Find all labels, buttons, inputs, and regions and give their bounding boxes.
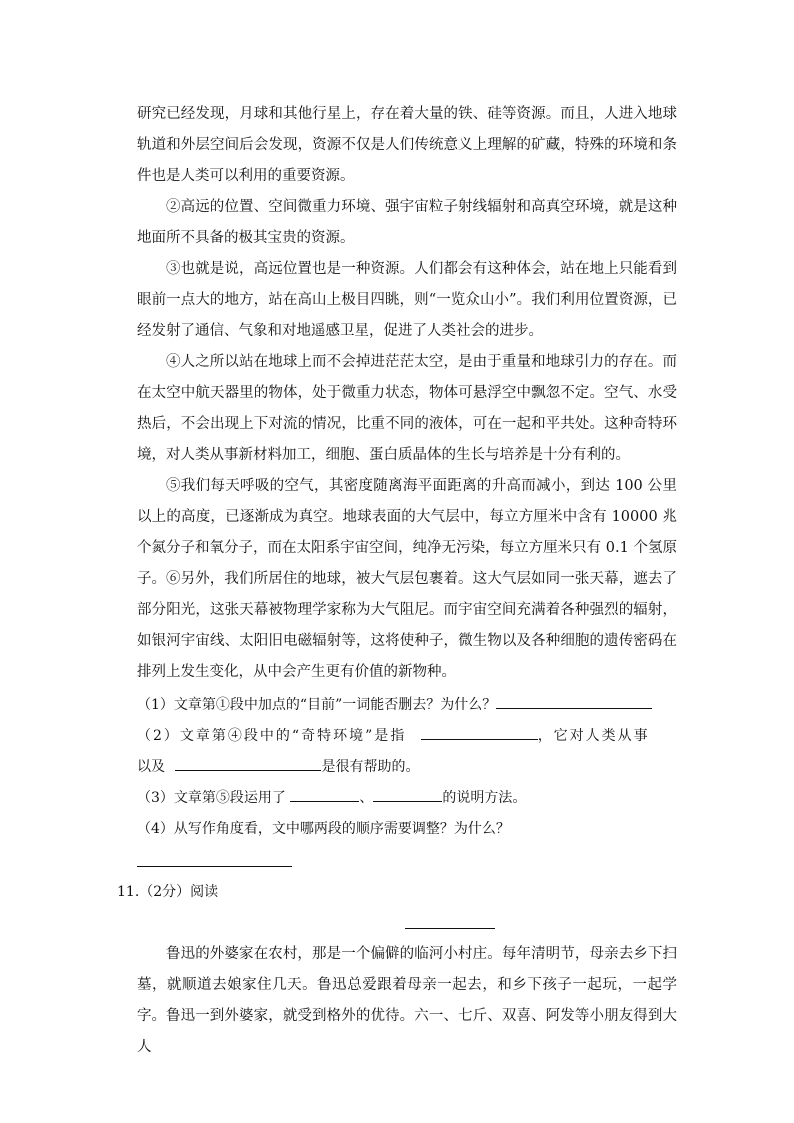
passage-paragraph-3: ③也就是说，高远位置也是一种资源。人们都会有这种体会，站在地上只能看到眼前一点大的地方，站在高山上极目四眺，则“一览众山小”。我们利用位置资源，已经发射了通信、气象和对地遥感卫星，促进了人类社会的进步。 xyxy=(137,261,677,339)
question-2-text-d: 是很有帮助的。 xyxy=(321,759,420,775)
question-4 xyxy=(137,815,682,843)
question-2-text-a: （2）文章第④段中的“奇特环境”是指 xyxy=(137,728,407,744)
passage-paragraph-5: ⑤我们每天呼吸的空气，其密度随离海平面距离的升高而减小，到达 100 公里以上的高度，已逐渐成为真空。地球表面的大气层中，每立方厘米中含有 10000 兆个氮分子和氧分子，而在太阳系宇宙空间，纯净无污染，每立方厘米只有 0.1 个氢原子。 xyxy=(137,478,677,587)
passage-paragraph-2: ②高远的位置、空间微重力环境、强宇宙粒子射线辐射和高真空环境，就是这种地面所不具备的极其宝贵的资源。 xyxy=(137,199,677,246)
answer-blank-3b[interactable] xyxy=(373,787,442,802)
answer-blank-1[interactable] xyxy=(496,694,652,709)
question-2-line-2 xyxy=(137,753,682,781)
question-4-text: （4）从写作角度看，文中哪两段的顺序需要调整？为什么？ xyxy=(137,821,510,837)
answer-line-4[interactable] xyxy=(137,866,292,867)
question-3-text-a: （3）文章第⑤段运用了 xyxy=(137,790,286,806)
question-2-text-c: 以及 xyxy=(137,759,165,775)
question-3-text-b: 、 xyxy=(359,790,374,806)
passage-paragraph-1-cont: 研究已经发现，月球和其他行星上，存在着大量的铁、硅等资源。而且，人进入地球轨道和外层空间后会发现，资源不仅是人们传统意义上理解的矿藏，特殊的环境和条件也是人类可以利用的重要资源。 xyxy=(137,106,677,184)
passage-paragraph-4: ④人之所以站在地球上而不会掉进茫茫太空，是由于重量和地球引力的存在。而在太空中航天器里的物体，处于微重力状态，物体可悬浮空中飘忽不定。空气、水受热后，不会出现上下对流的情况，比重不同的液体，可在一起和平共处。这种奇特环境，对人类从事新材料加工，细胞、蛋白质晶体的生长与培养是十分有利的。 xyxy=(137,354,677,463)
passage-paragraph-6: ⑥另外，我们所居住的地球，被大气层包裹着。这大气层如同一张天幕，遮去了部分阳光，这张天幕被物理学家称为大气阻尼。而宇宙空间充满着各种强烈的辐射，如银河宇宙线、太阳旧电磁辐射等，这将使种子，微生物以及各种细胞的遗传密码在排列上发生变化，从中会产生更有价值的新物种。 xyxy=(137,571,677,680)
item-11-paragraph-1: 鲁迅的外婆家在农村，那是一个偏僻的临河小村庄。每年清明节，母亲去乡下扫墓，就顺道去娘家住几天。鲁迅总爱跟着母亲一起去，和乡下孩子一起玩，一起学字。 xyxy=(137,946,677,1024)
question-3 xyxy=(137,784,682,812)
question-2-line-1 xyxy=(137,722,682,750)
title-blank-line[interactable] xyxy=(405,928,495,929)
answer-blank-2b[interactable] xyxy=(175,756,321,771)
question-1-text: （1）文章第①段中加点的“目前”一词能否删去？为什么？ xyxy=(137,697,497,713)
question-1 xyxy=(137,691,682,719)
item-11-header: 11.（2分）阅读 xyxy=(117,884,219,900)
item-11-paragraph-2: 鲁迅一到外婆家，就受到格外的优待。六一、七斤、双喜、阿发等小朋友得到大人 xyxy=(137,1008,677,1055)
question-2-text-b: ，它对人类从事 xyxy=(537,728,650,744)
answer-blank-2a[interactable] xyxy=(421,725,538,740)
answer-blank-3a[interactable] xyxy=(290,787,359,802)
question-3-text-c: 的说明方法。 xyxy=(442,790,527,806)
